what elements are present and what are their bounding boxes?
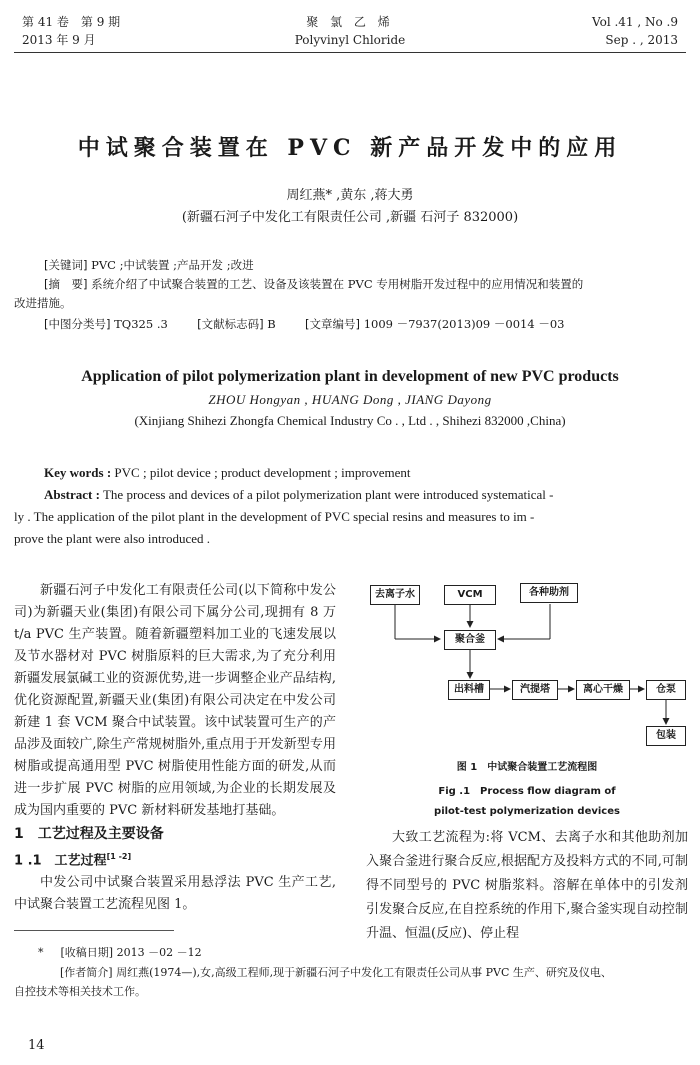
received-date: 2013 －02 －12 — [116, 946, 202, 959]
footnote-author-line1 — [60, 964, 690, 982]
journal-date-cn: 2013 年 9 月 — [22, 33, 96, 47]
body-right-column — [366, 826, 688, 946]
body-left-column — [14, 580, 336, 916]
section-1-1-heading — [14, 846, 336, 872]
affiliation-en: (Xinjiang Shihezi Zhongfa Chemical Industry Co . , Ltd . , Shihezi 832000 ,China) — [134, 413, 566, 428]
article-no-value: 1009 －7937(2013)09 －0014 －03 — [363, 317, 565, 331]
footnote-star: * — [38, 946, 44, 959]
intro-paragraph: 新疆石河子中发化工有限责任公司(以下简称中发公司)为新疆天业(集团)有限公司下属分公司,现拥有 8 万 t/a PVC 生产装置。随着新疆塑料加工业的飞速发展以及节水器材对 PVC 树脂原料的巨大需求,为了充分利用新疆发展氯碱工业的资源优势,进一步调整企业产品结构,优化资源配置,新疆天业(集团)有限公司决定在中发公司新建 1 套 VCM 聚合中试装置。该中试装置可生产的产品涉及面较广,除生产常规树脂外,重点用于开发新型专用树脂或提高通用型 PVC 树脂使用性能方面的研发,从而进一步扩展 PVC 树脂的应用领域,为企业的长期发展及成为国内重要的 PVC 新材料研发基地打基础。 — [14, 583, 336, 818]
affiliation-cn: (新疆石河子中发化工有限责任公司 ,新疆 石河子 832000) — [181, 210, 519, 225]
abstract-en-text1: The process and devices of a pilot polymerization plant were introduced systematical - — [102, 487, 554, 502]
abstract-en-line2: ly . The application of the pilot plant in the development of PVC special resins and measures to im - — [14, 509, 535, 524]
author-bio-label: [作者简介] — [60, 966, 113, 979]
abstract-cn-line2: 改进措施。 — [14, 296, 72, 310]
article-no-label: [文章编号] — [305, 317, 361, 331]
footnote-rule — [14, 930, 174, 931]
node-additives: 各种助剂 — [520, 583, 578, 603]
received-label: [收稿日期] — [60, 946, 114, 959]
doc-code-value: B — [267, 317, 276, 331]
keywords-en-text: PVC ; pilot device ; product development ; improvement — [114, 465, 411, 480]
abstract-cn-text: 系统介绍了中试聚合装置的工艺、设备及该装置在 PVC 专用树脂开发过程中的应用情况和装置的 — [91, 277, 584, 291]
journal-date-en: Sep . , 2013 — [605, 33, 678, 47]
abstract-cn-line1 — [44, 275, 664, 294]
abstract-en-line3: prove the plant were also introduced . — [14, 531, 211, 546]
section-1-heading: 1 工艺过程及主要设备 — [14, 826, 164, 842]
doc-code-label: [文献标志码] — [197, 317, 264, 331]
clc-label: [中图分类号] — [44, 317, 111, 331]
node-packing: 包装 — [646, 726, 686, 746]
article-title-cn: 中试聚合装置在 PVC 新产品开发中的应用 — [77, 135, 623, 161]
journal-name-cn: 聚 氯 乙 烯 — [306, 15, 394, 29]
abstract-cn-label: [摘 要] — [44, 277, 88, 291]
page-number: 14 — [28, 1038, 45, 1053]
abstract-en-label: Abstract : — [44, 487, 100, 502]
section-1-1-ref: [1 -2] — [106, 852, 132, 861]
keywords-cn-label: [关键词] — [44, 258, 88, 272]
node-discharge-tank: 出料槽 — [448, 680, 490, 700]
node-deionized-water: 去离子水 — [370, 585, 420, 605]
section-1-1-paragraph: 中发公司中试聚合装置采用悬浮法 PVC 生产工艺,中试聚合装置工艺流程见图 1。 — [14, 875, 336, 913]
footnote-author-line2: 自控技术等相关技术工作。 — [14, 985, 146, 998]
figure-caption-en-2: pilot-test polymerization devices — [434, 806, 620, 817]
authors-cn: 周红燕* ,黄东 ,蒋大勇 — [286, 188, 414, 203]
figure-caption-cn: 图 1 中试聚合装置工艺流程图 — [456, 762, 598, 773]
keywords-cn-text: PVC ;中试装置 ;产品开发 ;改进 — [91, 258, 254, 272]
process-paragraph: 大致工艺流程为:将 VCM、去离子水和其他助剂加入聚合釜进行聚合反应,根据配方及投料方式的不同,可制得不同型号的 PVC 树脂浆料。溶解在单体中的引发剂引发聚合反应,在自控系统的作用下,聚合釜实现自动控制升温、恒温(反应)、停止程 — [366, 830, 688, 941]
keywords-en — [44, 462, 664, 484]
figure-caption-en-1: Fig .1 Process flow diagram of — [438, 786, 616, 797]
author-bio-text: 周红燕(1974—),女,高级工程师,现于新疆石河子中发化工有限责任公司从事 PVC 生产、研究及仪电、 — [116, 966, 612, 979]
abstract-en-line1 — [44, 484, 664, 506]
header-rule — [14, 52, 686, 53]
classification-row — [44, 315, 664, 334]
node-stripper: 汽提塔 — [512, 680, 558, 700]
journal-name-en: Polyvinyl Chloride — [294, 33, 406, 47]
node-vcm: VCM — [444, 585, 496, 605]
node-centrifuge-dryer: 离心干燥 — [576, 680, 630, 700]
article-title-en: Application of pilot polymerization plant in development of new PVC products — [81, 368, 619, 385]
journal-volume-cn: 第 41 卷 第 9 期 — [22, 15, 121, 29]
clc-value: TQ325 .3 — [114, 317, 168, 331]
node-silo: 仓泵 — [646, 680, 686, 700]
footnote-received — [38, 944, 700, 962]
keywords-cn — [44, 256, 664, 275]
node-reactor: 聚合釜 — [444, 630, 496, 650]
authors-en: ZHOU Hongyan , HUANG Dong , JIANG Dayong — [208, 392, 492, 407]
journal-volume-en: Vol .41 , No .9 — [592, 15, 678, 29]
keywords-en-label: Key words : — [44, 465, 112, 480]
section-1-1-title: 1 .1 工艺过程 — [14, 853, 107, 869]
